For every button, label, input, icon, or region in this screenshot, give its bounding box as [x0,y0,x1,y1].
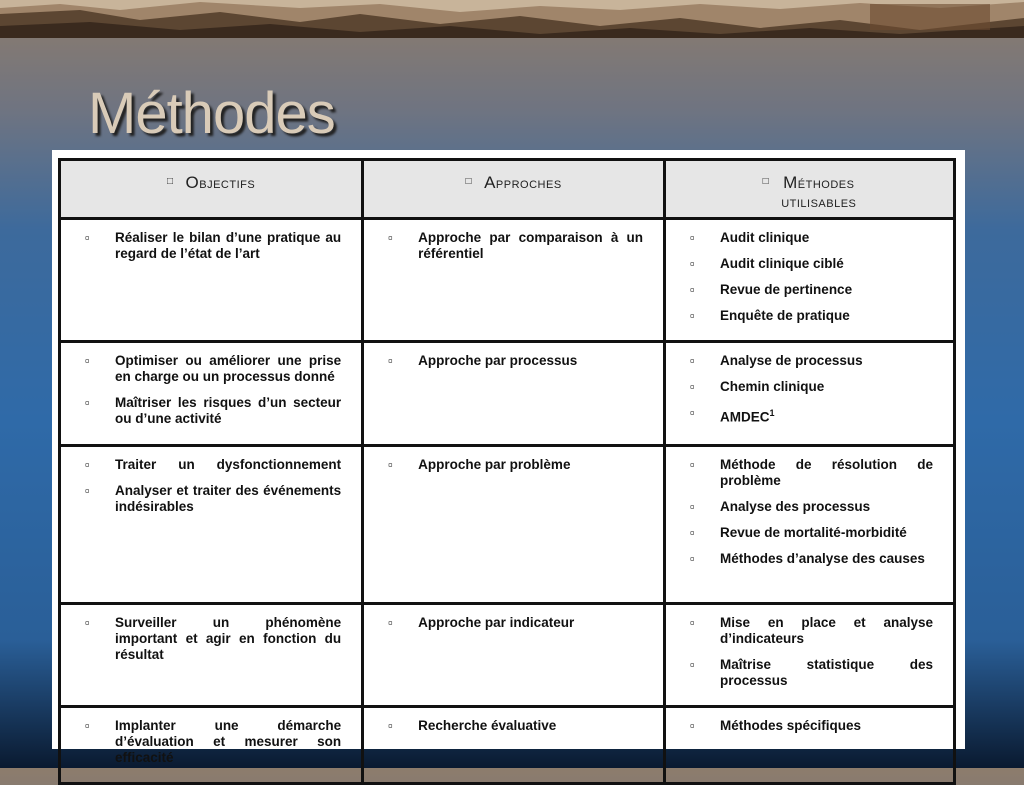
list-item: ▫ Analyse de processus [690,353,933,369]
approches-cell [363,446,665,604]
approches-cell [363,219,665,342]
table-header-row [60,160,955,219]
approches-cell [363,342,665,446]
table-row [60,707,955,784]
list-item: ▫ Traiter un dysfonctionnement [85,457,341,473]
objectifs-cell [60,604,363,707]
table-row [60,604,955,707]
square-bullet-icon: □ [762,176,770,187]
list-item: ▫ Méthodes spécifiques [690,718,933,734]
list-item: ▫ AMDEC$^1$ [690,405,933,426]
list-item: ▫ Méthode de résolution de problème [690,457,933,489]
methodes-cell [665,342,955,446]
list-item: ▫ Revue de pertinence [690,282,933,298]
methods-table [58,158,956,785]
objectifs-cell [60,219,363,342]
list-item: ▫ Audit clinique [690,230,933,246]
list-item: ▫ Recherche évaluative [388,718,643,734]
methodes-cell [665,446,955,604]
list-item: ▫ Approche par comparaison à un référentiel [388,230,643,262]
header-methodes: □ Méthodes utilisables [665,160,955,219]
square-bullet-icon: □ [465,176,473,187]
approches-cell [363,707,665,784]
objectifs-cell [60,446,363,604]
list-item: ▫ Réaliser le bilan d’une pratique au regard de l’état de l’art [85,230,341,262]
landscape-banner [0,0,1024,38]
table-row [60,342,955,446]
methodes-cell [665,604,955,707]
methods-table-frame [52,150,965,765]
footnote-marker: 1 [769,408,775,418]
methodes-cell [665,707,955,784]
list-item: ▫ Implanter une démarche d’évaluation et mesurer son efficacité [85,718,341,766]
objectifs-cell [60,707,363,784]
list-item: ▫ Approche par indicateur [388,615,643,631]
list-item: ▫ Optimiser ou améliorer une prise en charge ou un processus donné [85,353,341,385]
table-row [60,446,955,604]
square-bullet-icon: □ [166,176,174,187]
list-item: ▫ Analyser et traiter des événements indésirables [85,483,341,515]
slide-title: Méthodes [88,81,335,146]
header-objectifs: □ Objectifs [60,160,363,219]
list-item: ▫ Enquête de pratique [690,308,933,324]
table-row [60,219,955,342]
list-item: ▫ Mise en place et analyse d’indicateurs [690,615,933,647]
header-approches: □ Approches [363,160,665,219]
approches-cell [363,604,665,707]
list-item: ▫ Maîtriser les risques d’un secteur ou d’une activité [85,395,341,427]
list-item: ▫ Chemin clinique [690,379,933,395]
list-item: ▫ Méthodes d’analyse des causes [690,551,933,567]
list-item: ▫ Surveiller un phénomène important et agir en fonction du résultat [85,615,341,663]
list-item: ▫ Audit clinique ciblé [690,256,933,272]
list-item: ▫ Analyse des processus [690,499,933,515]
list-item: ▫ Maîtrise statistique des processus [690,657,933,689]
objectifs-cell [60,342,363,446]
list-item: ▫ Approche par problème [388,457,643,473]
list-item: ▫ Approche par processus [388,353,643,369]
list-item: ▫ Revue de mortalité-morbidité [690,525,933,541]
methodes-cell [665,219,955,342]
